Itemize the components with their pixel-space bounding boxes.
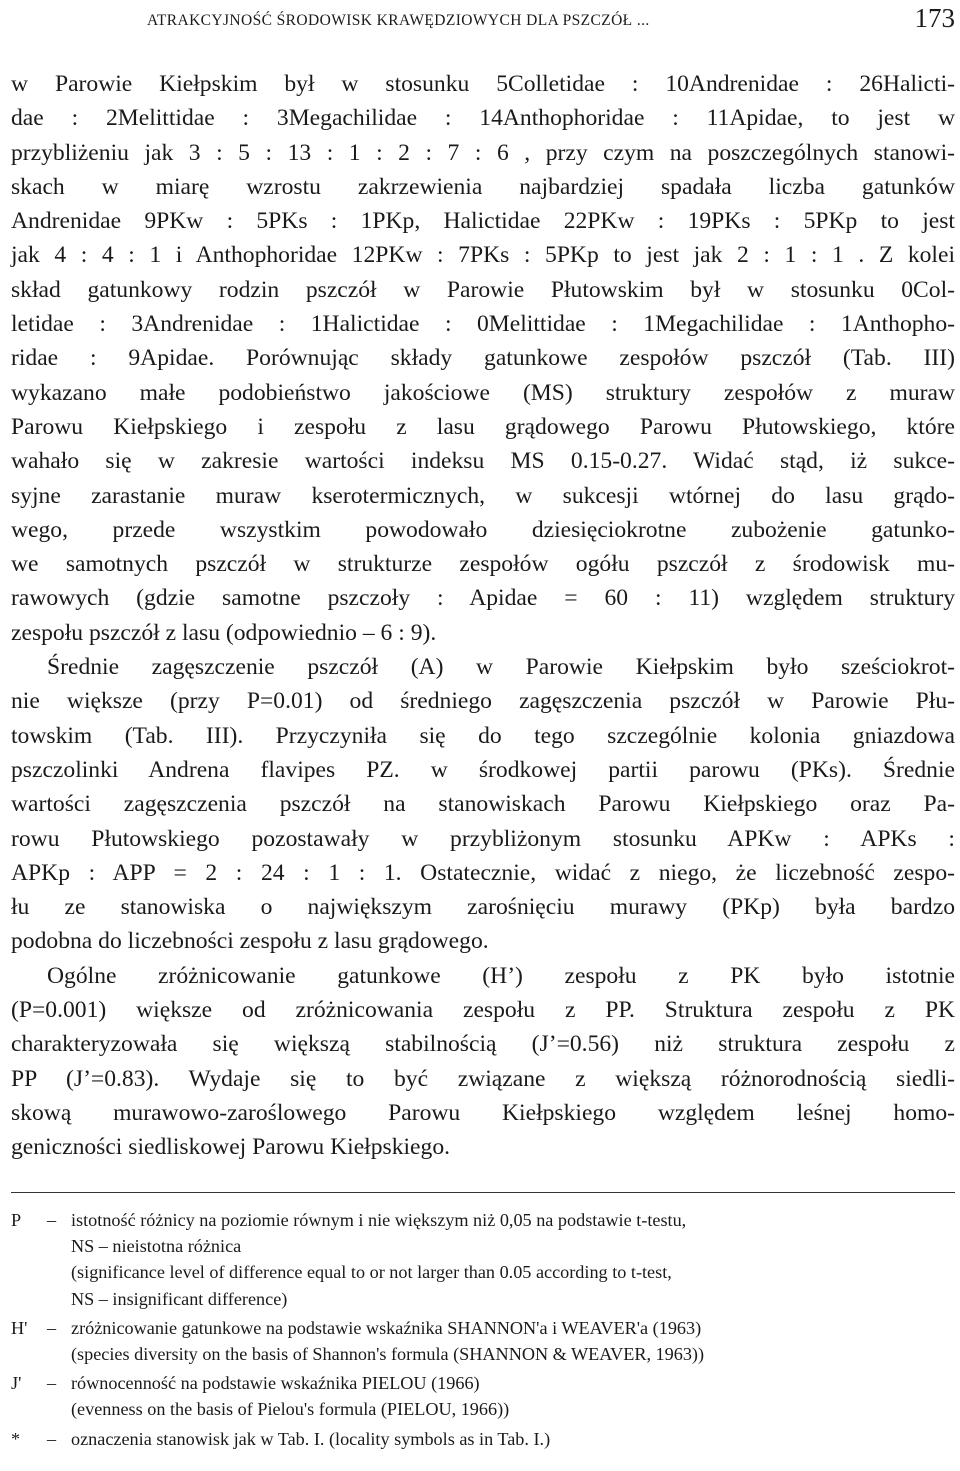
text-line: przybliżeniu jak 3 : 5 : 13 : 1 : 2 : 7 : 6 , przy czym na poszczególnych stanowi- — [11, 139, 955, 166]
footnote-body — [71, 1207, 955, 1312]
text-line: Ogólne zróżnicowanie gatunkowe (H’) zespołu z PK było istotnie — [47, 962, 955, 989]
footnote-line: oznaczenia stanowisk jak w Tab. I. (locality symbols as in Tab. I.) — [71, 1428, 551, 1449]
footnote-line: zróżnicowanie gatunkowe na podstawie wskaźnika SHANNON'a i WEAVER'a (1963) — [71, 1317, 702, 1338]
text-line: łu ze stanowiska o największym zarośnięciu murawy (PKp) była bardzo — [11, 894, 955, 921]
text-line: PP (J’=0.83). Wydaje się to być związane z większą różnorodnością siedli- — [11, 1065, 955, 1092]
footnote-separator — [11, 1192, 955, 1193]
text-line: w Parowie Kiełpskim był w stosunku 5Colletidae : 10Andrenidae : 26Halicti- — [11, 71, 955, 97]
text-line: geniczności siedliskowej Parowu Kiełpskiego. — [11, 1134, 451, 1161]
text-line: charakteryzowała się większą stabilnością (J’=0.56) niż struktura zespołu z — [11, 1031, 955, 1058]
text-line: wartości zagęszczenia pszczół na stanowiskach Parowu Kiełpskiego oraz Pa- — [11, 791, 955, 818]
running-header — [147, 0, 955, 40]
footnote-line: równocenność na podstawie wskaźnika PIELOU (1966) — [71, 1373, 480, 1394]
footnote-j — [11, 1370, 955, 1422]
footnote-dash: – — [47, 1210, 57, 1230]
text-line: (P=0.001) większe od zróżnicowania zespołu z PP. Struktura zespołu z PK — [11, 997, 955, 1024]
footnote-line: (significance level of difference equal to or not larger than 0.05 according to t-test, — [71, 1262, 672, 1283]
paragraph — [11, 650, 955, 959]
text-line: we samotnych pszczół w strukturze zespołów ogółu pszczół z środowisk mu- — [11, 551, 955, 578]
text-line: Parowu Kiełpskiego i zespołu z lasu grądowego Parowu Płutowskiego, które — [11, 413, 955, 440]
paragraph — [11, 959, 955, 1165]
footnote-dash: – — [47, 1373, 57, 1394]
footnote-asterisk — [11, 1426, 955, 1452]
text-line: skach w miarę wzrostu zakrzewienia najbardziej spadała liczba gatunków — [11, 173, 955, 200]
text-line: dae : 2Melittidae : 3Megachilidae : 14Anthophoridae : 11Apidae, to jest w — [11, 105, 955, 132]
footnote-line: NS – insignificant difference) — [71, 1288, 288, 1309]
text-line: Średnie zagęszczenie pszczół (A) w Parowie Kiełpskim było sześciokrot- — [47, 654, 955, 681]
footnote-line: istotność różnicy na poziomie równym i nie większym niż 0,05 na podstawie t-testu, — [71, 1210, 687, 1230]
text-line: Andrenidae 9PKw : 5PKs : 1PKp, Halictidae 22PKw : 19PKs : 5PKp to jest — [11, 208, 955, 235]
footnote-symbol: P — [11, 1210, 22, 1230]
footnote-symbol: J' — [11, 1373, 22, 1394]
text-line: towskim (Tab. III). Przyczyniła się do tego szczególnie kolonia gniazdowa — [11, 722, 955, 749]
text-line: APKp : APP = 2 : 24 : 1 : 1. Ostatecznie, widać z niego, że liczebność zespo- — [11, 859, 955, 886]
text-line: rowu Płutowskiego pozostawały w przybliżonym stosunku APKw : APKs : — [11, 825, 955, 852]
footnote-p — [11, 1207, 955, 1312]
footnote-symbol: H' — [11, 1317, 28, 1338]
text-line: letidae : 3Andrenidae : 1Halictidae : 0Melittidae : 1Megachilidae : 1Anthopho- — [11, 311, 955, 338]
text-line: pszczolinki Andrena flavipes PZ. w środkowej partii parowu (PKs). Średnie — [11, 756, 955, 783]
text-line: wego, przede wszystkim powodowało dziesięciokrotne zubożenie gatunko- — [11, 516, 955, 543]
paragraph — [11, 67, 955, 650]
footnote-body — [71, 1315, 955, 1367]
running-title: ATRAKCYJNOŚĆ ŚRODOWISK KRAWĘDZIOWYCH DLA PSZCZÓŁ ... — [147, 12, 650, 29]
footnote-h — [11, 1315, 955, 1367]
footnote-line: NS – nieistotna różnica — [71, 1236, 242, 1257]
footnotes — [11, 1207, 955, 1455]
text-line: wahało się w zakresie wartości indeksu MS 0.15-0.27. Widać stąd, iż sukce- — [11, 448, 955, 475]
text-line: jak 4 : 4 : 1 i Anthophoridae 12PKw : 7PKs : 5PKp to jest jak 2 : 1 : 1 . Z kolei — [11, 242, 955, 269]
text-line: wykazano małe podobieństwo jakościowe (MS) struktury zespołów z muraw — [11, 379, 955, 406]
page-number: 173 — [914, 3, 955, 33]
text-line: skład gatunkowy rodzin pszczół w Parowie Płutowskim był w stosunku 0Col- — [11, 276, 955, 303]
body-text — [11, 67, 955, 1165]
footnote-line: (species diversity on the basis of Shannon's formula (SHANNON & WEAVER, 1963)) — [71, 1344, 705, 1365]
text-line: syjne zarastanie muraw kserotermicznych, w sukcesji wtórnej do lasu grądo- — [11, 482, 955, 509]
footnote-body — [71, 1370, 955, 1422]
footnote-line: (evenness on the basis of Pielou's formula (PIELOU, 1966)) — [71, 1399, 510, 1420]
text-line: zespołu pszczół z lasu (odpowiednio – 6 : 9). — [11, 619, 437, 646]
text-line: skową murawowo-zaroślowego Parowu Kiełpskiego względem leśnej homo- — [11, 1099, 955, 1126]
text-line: ridae : 9Apidae. Porównując składy gatunkowe zespołów pszczół (Tab. III) — [11, 345, 955, 372]
footnote-dash: – — [47, 1317, 57, 1338]
footnote-symbol: * — [11, 1428, 21, 1449]
footnote-dash: – — [47, 1428, 57, 1449]
footnote-body — [71, 1426, 955, 1452]
text-line: rawowych (gdzie samotne pszczoły : Apidae = 60 : 11) względem struktury — [11, 585, 955, 612]
text-line: podobna do liczebności zespołu z lasu grądowego. — [11, 928, 489, 955]
text-line: nie większe (przy P=0.01) od średniego zagęszczenia pszczół w Parowie Płu- — [11, 688, 955, 715]
